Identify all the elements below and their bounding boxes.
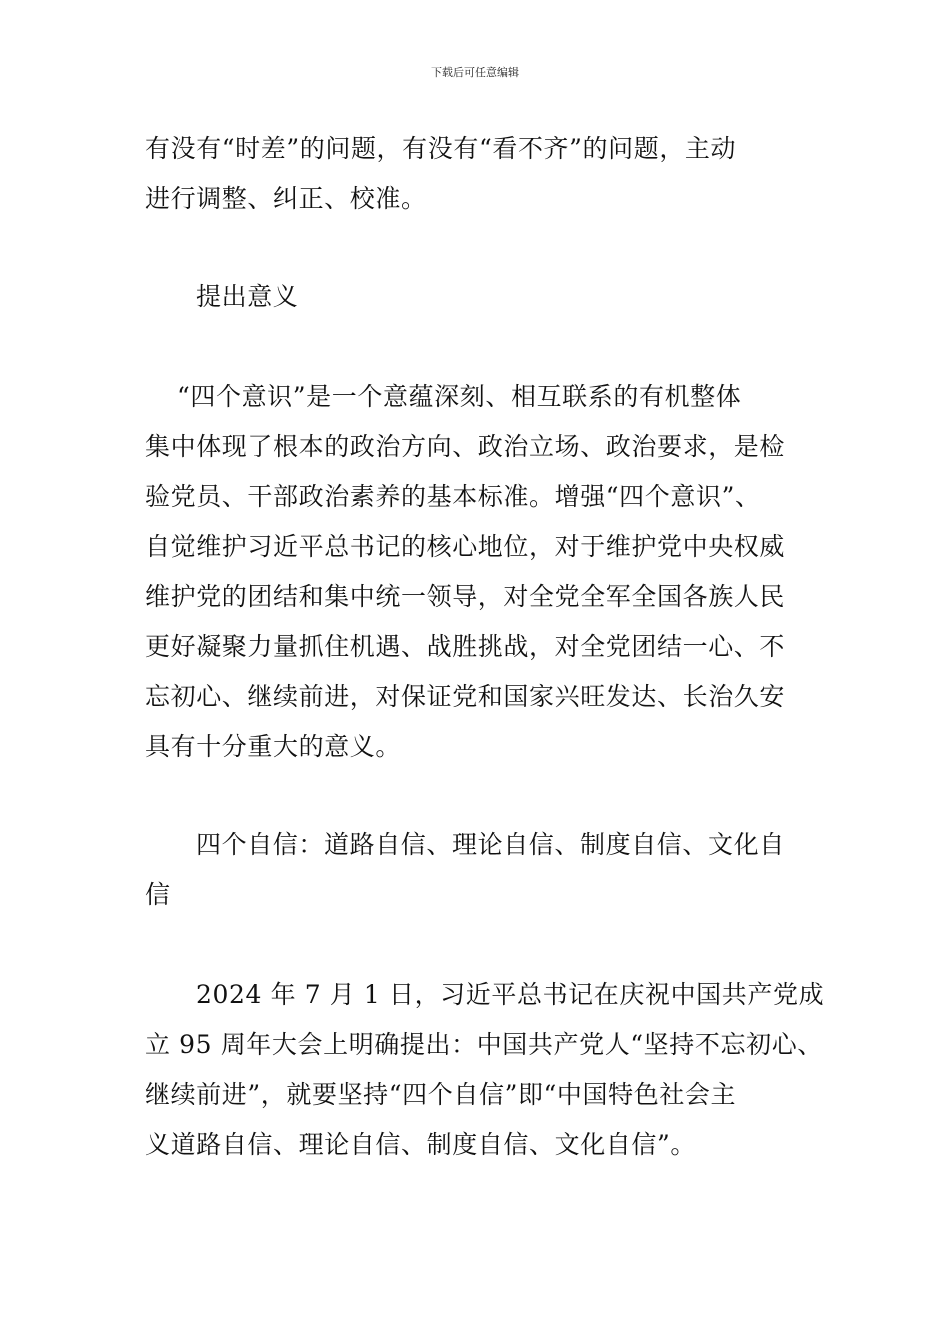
paragraph-line: 验党员、干部政治素养的基本标准。增强“四个意识”、	[145, 482, 761, 511]
page-header-note: 下载后可任意编辑	[431, 66, 519, 79]
paragraph-line: 维护党的团结和集中统一领导，对全党全军全国各族人民	[145, 582, 786, 611]
paragraph-line: 立 95 周年大会上明确提出：中国共产党人“坚持不忘初心、	[145, 1030, 823, 1059]
paragraph-line: 2024 年 7 月 1 日，习近平总书记在庆祝中国共产党成	[196, 980, 825, 1009]
paragraph-line: 更好凝聚力量抓住机遇、战胜挑战，对全党团结一心、不	[145, 632, 786, 661]
paragraph-line: 信	[145, 880, 171, 909]
section-heading: 四个自信：道路自信、理论自信、制度自信、文化自	[196, 830, 785, 859]
paragraph-line: 有没有“时差”的问题，有没有“看不齐”的问题，主动	[145, 134, 737, 163]
section-heading: 提出意义	[196, 282, 299, 311]
paragraph-line: 忘初心、继续前进，对保证党和国家兴旺发达、长治久安	[145, 682, 786, 711]
paragraph-line: 进行调整、纠正、校准。	[145, 184, 427, 213]
paragraph-line: 具有十分重大的意义。	[145, 732, 402, 761]
paragraph-line: 义道路自信、理论自信、制度自信、文化自信”。	[145, 1130, 696, 1159]
paragraph-line: 继续前进”，就要坚持“四个自信”即“中国特色社会主	[145, 1080, 737, 1109]
paragraph-line: 集中体现了根本的政治方向、政治立场、政治要求，是检	[145, 432, 786, 461]
paragraph-line: 自觉维护习近平总书记的核心地位，对于维护党中央权威	[145, 532, 786, 561]
paragraph-line: “四个意识”是一个意蕴深刻、相互联系的有机整体	[177, 382, 742, 411]
